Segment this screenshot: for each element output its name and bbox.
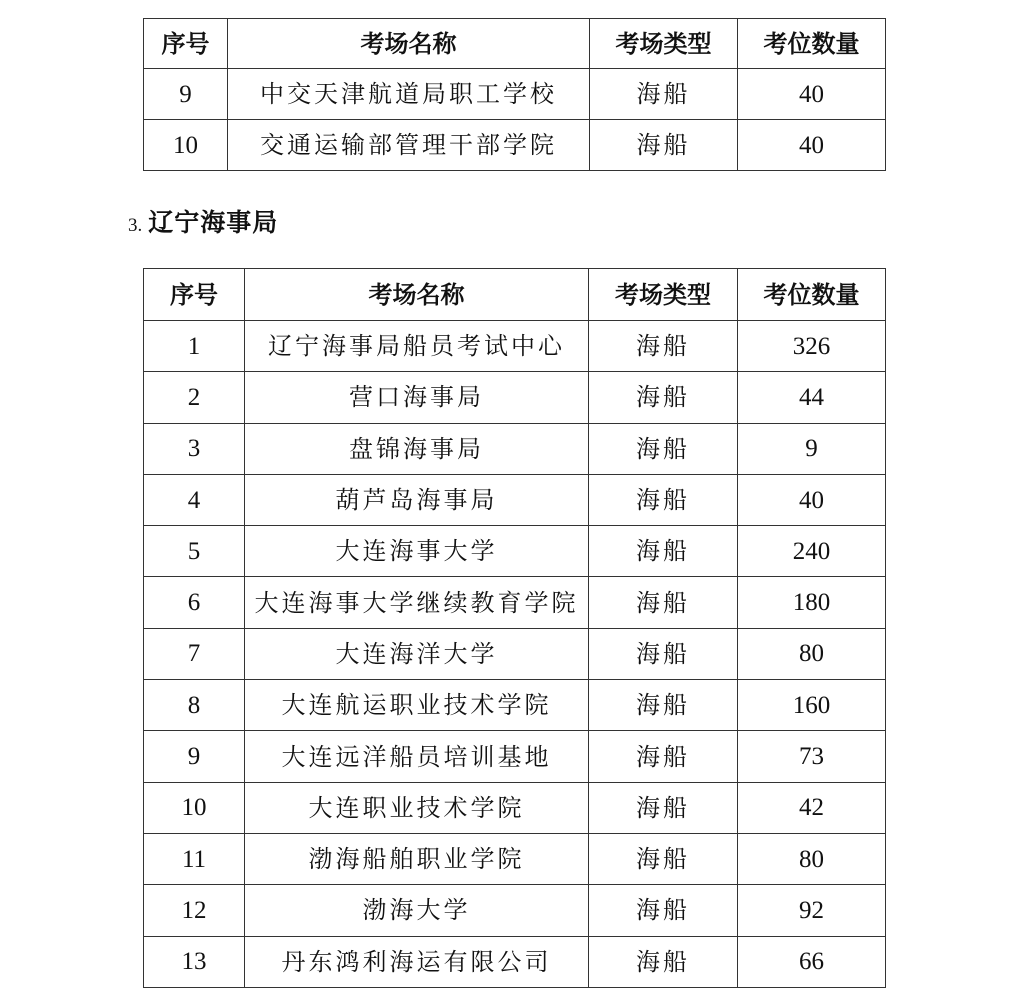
row-site-type: 海船 <box>589 474 738 525</box>
table-row <box>144 833 886 884</box>
row-index: 9 <box>144 731 245 782</box>
row-seat-count: 240 <box>738 526 886 577</box>
row-site-name: 大连海事大学继续教育学院 <box>245 577 589 628</box>
row-index: 13 <box>144 936 245 987</box>
row-seat-count: 42 <box>738 782 886 833</box>
row-index: 7 <box>144 628 245 679</box>
row-seat-count: 9 <box>738 423 886 474</box>
row-index: 8 <box>144 680 245 731</box>
row-seat-count: 160 <box>738 680 886 731</box>
table-row <box>144 423 886 474</box>
row-seat-count: 40 <box>738 69 886 120</box>
row-site-type: 海船 <box>589 577 738 628</box>
header-seat-count: 考位数量 <box>738 269 886 321</box>
row-seat-count: 44 <box>738 372 886 423</box>
table-row <box>144 474 886 525</box>
row-seat-count: 80 <box>738 628 886 679</box>
header-index: 序号 <box>144 19 228 69</box>
row-site-name: 营口海事局 <box>245 372 589 423</box>
row-site-type: 海船 <box>589 833 738 884</box>
row-site-name: 大连海事大学 <box>245 526 589 577</box>
row-site-type: 海船 <box>589 372 738 423</box>
row-index: 2 <box>144 372 245 423</box>
table-row <box>144 526 886 577</box>
row-index: 6 <box>144 577 245 628</box>
table-row <box>144 120 886 171</box>
table-row <box>144 782 886 833</box>
row-site-type: 海船 <box>589 628 738 679</box>
row-site-name: 大连职业技术学院 <box>245 782 589 833</box>
row-site-type: 海船 <box>589 680 738 731</box>
header-site-name: 考场名称 <box>245 269 589 321</box>
row-seat-count: 326 <box>738 321 886 372</box>
row-site-type: 海船 <box>589 936 738 987</box>
row-site-type: 海船 <box>589 731 738 782</box>
row-seat-count: 40 <box>738 120 886 171</box>
section-title: 辽宁海事局 <box>148 208 279 237</box>
row-index: 3 <box>144 423 245 474</box>
header-site-type: 考场类型 <box>589 269 738 321</box>
row-site-name: 渤海大学 <box>245 885 589 936</box>
section-number: 3. <box>128 215 143 236</box>
row-site-name: 交通运输部管理干部学院 <box>228 120 590 171</box>
table-row <box>144 885 886 936</box>
row-seat-count: 66 <box>738 936 886 987</box>
row-site-name: 大连远洋船员培训基地 <box>245 731 589 782</box>
row-site-type: 海船 <box>589 526 738 577</box>
row-seat-count: 80 <box>738 833 886 884</box>
row-site-type: 海船 <box>589 423 738 474</box>
row-site-name: 葫芦岛海事局 <box>245 474 589 525</box>
row-index: 4 <box>144 474 245 525</box>
row-site-name: 辽宁海事局船员考试中心 <box>245 321 589 372</box>
row-seat-count: 92 <box>738 885 886 936</box>
row-site-name: 大连航运职业技术学院 <box>245 680 589 731</box>
row-site-type: 海船 <box>590 120 738 171</box>
row-seat-count: 40 <box>738 474 886 525</box>
row-site-type: 海船 <box>589 885 738 936</box>
header-site-name: 考场名称 <box>228 19 590 69</box>
section-heading <box>128 203 278 239</box>
header-seat-count: 考位数量 <box>738 19 886 69</box>
table-row <box>144 372 886 423</box>
row-seat-count: 73 <box>738 731 886 782</box>
row-site-name: 盘锦海事局 <box>245 423 589 474</box>
table-row <box>144 936 886 987</box>
row-site-name: 大连海洋大学 <box>245 628 589 679</box>
exam-site-table-continued <box>143 18 886 171</box>
table-row <box>144 69 886 120</box>
row-site-type: 海船 <box>589 321 738 372</box>
table-header-row <box>144 269 886 321</box>
exam-site-table-liaoning <box>143 268 886 988</box>
table-row <box>144 577 886 628</box>
row-index: 10 <box>144 782 245 833</box>
header-site-type: 考场类型 <box>590 19 738 69</box>
table-header-row <box>144 19 886 69</box>
row-index: 5 <box>144 526 245 577</box>
row-site-type: 海船 <box>590 69 738 120</box>
row-index: 12 <box>144 885 245 936</box>
row-index: 10 <box>144 120 228 171</box>
table-row <box>144 731 886 782</box>
row-site-name: 丹东鸿利海运有限公司 <box>245 936 589 987</box>
row-index: 9 <box>144 69 228 120</box>
table-row <box>144 628 886 679</box>
row-seat-count: 180 <box>738 577 886 628</box>
table-row <box>144 680 886 731</box>
table-row <box>144 321 886 372</box>
row-site-type: 海船 <box>589 782 738 833</box>
row-index: 11 <box>144 833 245 884</box>
row-site-name: 渤海船舶职业学院 <box>245 833 589 884</box>
row-site-name: 中交天津航道局职工学校 <box>228 69 590 120</box>
row-index: 1 <box>144 321 245 372</box>
header-index: 序号 <box>144 269 245 321</box>
